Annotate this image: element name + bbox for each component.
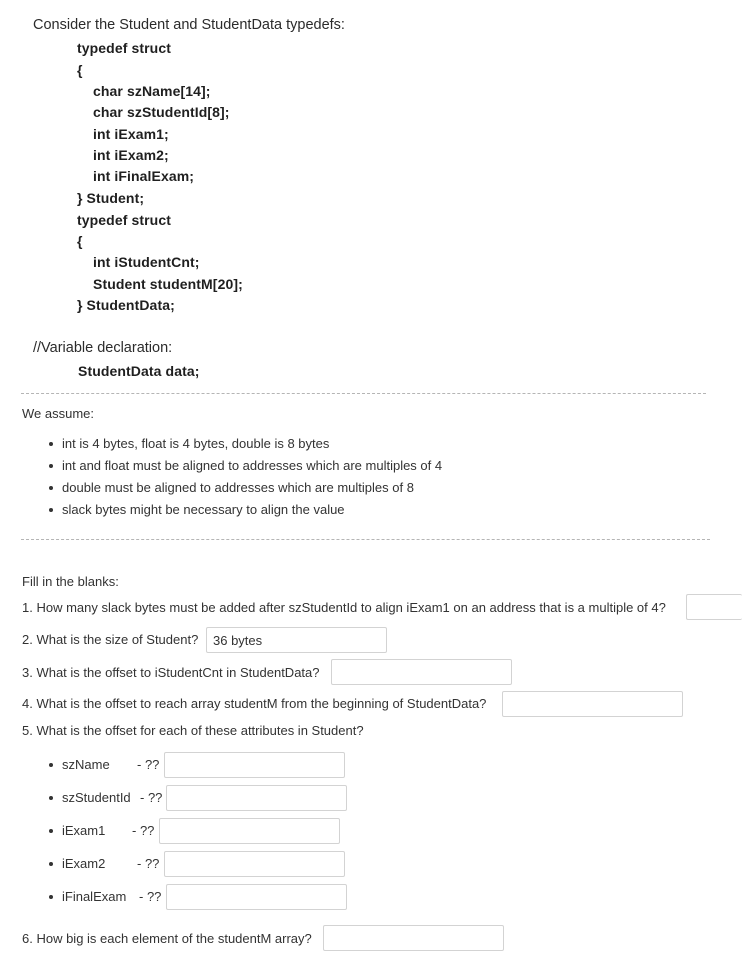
attribute-marker: - ?? [137, 757, 160, 772]
question-1-text: 1. How many slack bytes must be added after szStudentId to align iExam1 on an address that is a multiple of 4? [22, 600, 666, 615]
attribute-label: szStudentId [62, 790, 131, 805]
code-line: char szStudentId[8]; [93, 104, 230, 120]
variable-comment: //Variable declaration: [33, 340, 173, 356]
code-line: int iStudentCnt; [93, 254, 200, 270]
question-5-text: 5. What is the offset for each of these attributes in Student? [22, 723, 364, 738]
list-item: int is 4 bytes, float is 4 bytes, double is 8 bytes [62, 436, 330, 451]
attribute-label: iExam2 [62, 856, 106, 871]
attribute-marker: - ?? [139, 889, 162, 904]
iexam1-offset-field[interactable] [159, 818, 340, 844]
intro-text: Consider the Student and StudentData typedefs: [33, 17, 345, 33]
attribute-label: iFinalExam [62, 889, 127, 904]
bullet-icon [49, 508, 53, 512]
bullet-icon [49, 442, 53, 446]
question-3-answer-field[interactable] [331, 659, 512, 685]
question-6-text: 6. How big is each element of the studentM array? [22, 931, 312, 946]
attribute-label: iExam1 [62, 823, 106, 838]
assumptions-heading: We assume: [22, 406, 95, 421]
divider [21, 393, 706, 394]
list-item: slack bytes might be necessary to align the value [62, 502, 345, 517]
attribute-marker: - ?? [132, 823, 155, 838]
bullet-icon [49, 486, 53, 490]
bullet-icon [49, 464, 53, 468]
divider [21, 539, 710, 540]
question-2-text: 2. What is the size of Student? [22, 632, 199, 647]
code-line: Student studentM[20]; [93, 276, 243, 292]
ifinalexam-offset-field[interactable] [166, 884, 347, 910]
bullet-icon [49, 829, 53, 833]
list-item: int and float must be aligned to addresses which are multiples of 4 [62, 458, 443, 473]
code-line: } Student; [77, 190, 145, 206]
list-item: double must be aligned to addresses which are multiples of 8 [62, 480, 414, 495]
question-6-answer-field[interactable] [323, 925, 504, 951]
code-line: { [77, 233, 83, 249]
code-line: typedef struct [77, 212, 171, 228]
bullet-icon [49, 796, 53, 800]
bullet-icon [49, 895, 53, 899]
question-1-answer-field[interactable] [686, 594, 742, 620]
question-4-text: 4. What is the offset to reach array studentM from the beginning of StudentData? [22, 696, 487, 711]
bullet-icon [49, 862, 53, 866]
iexam2-offset-field[interactable] [164, 851, 345, 877]
question-3-text: 3. What is the offset to iStudentCnt in StudentData? [22, 665, 320, 680]
szname-offset-field[interactable] [164, 752, 345, 778]
code-line: int iExam2; [93, 147, 169, 163]
question-2-answer-field[interactable] [206, 627, 387, 653]
code-line: } StudentData; [77, 297, 175, 313]
code-line: char szName[14]; [93, 83, 211, 99]
code-line: typedef struct [77, 40, 171, 56]
blanks-heading: Fill in the blanks: [22, 574, 119, 589]
variable-declaration: StudentData data; [78, 363, 200, 379]
szstudentid-offset-field[interactable] [166, 785, 347, 811]
code-line: { [77, 62, 83, 78]
attribute-marker: - ?? [140, 790, 163, 805]
code-line: int iFinalExam; [93, 168, 195, 184]
code-line: int iExam1; [93, 126, 169, 142]
attribute-marker: - ?? [137, 856, 160, 871]
attribute-label: szName [62, 757, 110, 772]
question-4-answer-field[interactable] [502, 691, 683, 717]
bullet-icon [49, 763, 53, 767]
